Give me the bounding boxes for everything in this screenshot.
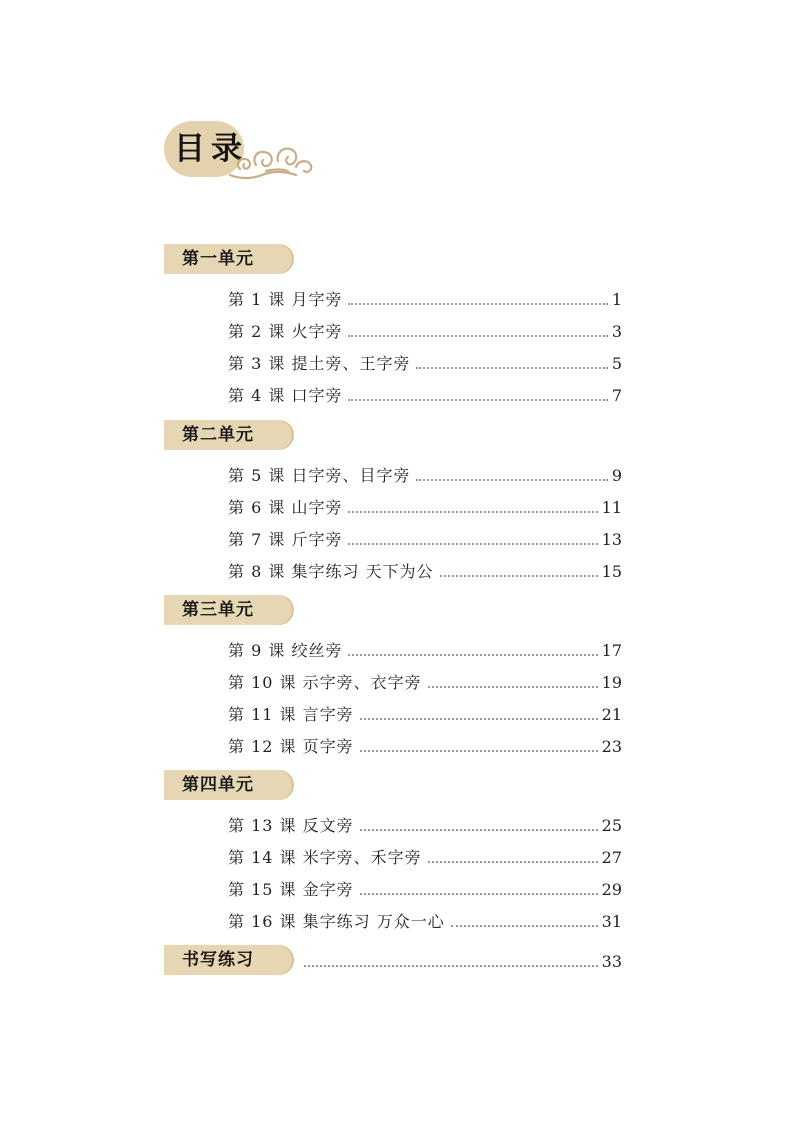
page-number: 17 [601, 641, 622, 660]
dot-leader [451, 925, 598, 927]
lesson-title: 第 10 课 示字旁、衣字旁 [228, 673, 422, 692]
page-number: 13 [601, 530, 622, 549]
toc-row[interactable] [228, 317, 622, 343]
page-number: 33 [601, 952, 622, 971]
dot-leader [348, 399, 607, 401]
practice-tab[interactable] [164, 945, 292, 975]
practice-title: 书写练习 [182, 950, 254, 970]
lesson-title: 第 11 课 言字旁 [228, 705, 354, 724]
unit-tab-4[interactable] [164, 770, 292, 800]
lesson-title: 第 1 课 月字旁 [228, 290, 343, 309]
page-number: 23 [601, 737, 622, 756]
lesson-title: 第 7 课 斤字旁 [228, 530, 343, 549]
toc-row[interactable] [228, 349, 622, 375]
unit-title: 第二单元 [182, 425, 254, 445]
dot-leader [360, 893, 598, 895]
toc-row[interactable] [228, 381, 622, 407]
lesson-title: 第 15 课 金字旁 [228, 880, 354, 899]
lesson-title: 第 2 课 火字旁 [228, 322, 343, 341]
page-number: 27 [601, 848, 622, 867]
page-number: 31 [601, 912, 622, 931]
practice-row[interactable] [298, 947, 622, 973]
lesson-title: 第 13 课 反文旁 [228, 816, 354, 835]
dot-leader [348, 335, 607, 337]
dot-leader [440, 575, 598, 577]
toc-row[interactable] [228, 700, 622, 726]
toc-row[interactable] [228, 907, 622, 933]
unit-title: 第三单元 [182, 600, 254, 620]
unit-tab-3[interactable] [164, 595, 292, 625]
page-title: 目录 [174, 131, 248, 167]
toc-row[interactable] [228, 557, 622, 583]
lesson-title: 第 9 课 绞丝旁 [228, 641, 343, 660]
toc-row[interactable] [228, 732, 622, 758]
dot-leader [360, 718, 598, 720]
dot-leader [360, 750, 598, 752]
page-number: 3 [611, 322, 622, 341]
lesson-title: 第 8 课 集字练习 天下为公 [228, 562, 434, 581]
dot-leader [360, 829, 598, 831]
page-number: 9 [611, 466, 622, 485]
page-number: 7 [611, 386, 622, 405]
unit-title: 第四单元 [182, 775, 254, 795]
toc-row[interactable] [228, 461, 622, 487]
page-number: 1 [611, 290, 622, 309]
unit-tab-1[interactable] [164, 244, 292, 274]
toc-row[interactable] [228, 525, 622, 551]
dot-leader [428, 686, 598, 688]
toc-row[interactable] [228, 636, 622, 662]
page-number: 5 [611, 354, 622, 373]
unit-title: 第一单元 [182, 249, 254, 269]
dot-leader [416, 479, 607, 481]
dot-leader [428, 861, 598, 863]
toc-row[interactable] [228, 285, 622, 311]
lesson-title: 第 3 课 提土旁、王字旁 [228, 354, 411, 373]
page-number: 25 [601, 816, 622, 835]
cloud-ornament-icon [226, 139, 316, 183]
dot-leader [348, 511, 597, 513]
lesson-title: 第 4 课 口字旁 [228, 386, 343, 405]
dot-leader [348, 654, 597, 656]
page-number: 29 [601, 880, 622, 899]
toc-row[interactable] [228, 668, 622, 694]
toc-row[interactable] [228, 493, 622, 519]
lesson-title: 第 16 课 集字练习 万众一心 [228, 912, 445, 931]
dot-leader [348, 303, 607, 305]
unit-tab-2[interactable] [164, 420, 292, 450]
toc-row[interactable] [228, 875, 622, 901]
toc-row[interactable] [228, 843, 622, 869]
toc-row[interactable] [228, 811, 622, 837]
lesson-title: 第 5 课 日字旁、目字旁 [228, 466, 411, 485]
toc-heading [164, 121, 314, 183]
page-number: 19 [601, 673, 622, 692]
lesson-title: 第 6 课 山字旁 [228, 498, 343, 517]
page-number: 15 [601, 562, 622, 581]
lesson-title: 第 12 课 页字旁 [228, 737, 354, 756]
dot-leader [416, 367, 607, 369]
page-number: 11 [601, 498, 622, 517]
dot-leader [348, 543, 597, 545]
lesson-title: 第 14 课 米字旁、禾字旁 [228, 848, 422, 867]
dot-leader [304, 965, 598, 967]
page-number: 21 [601, 705, 622, 724]
